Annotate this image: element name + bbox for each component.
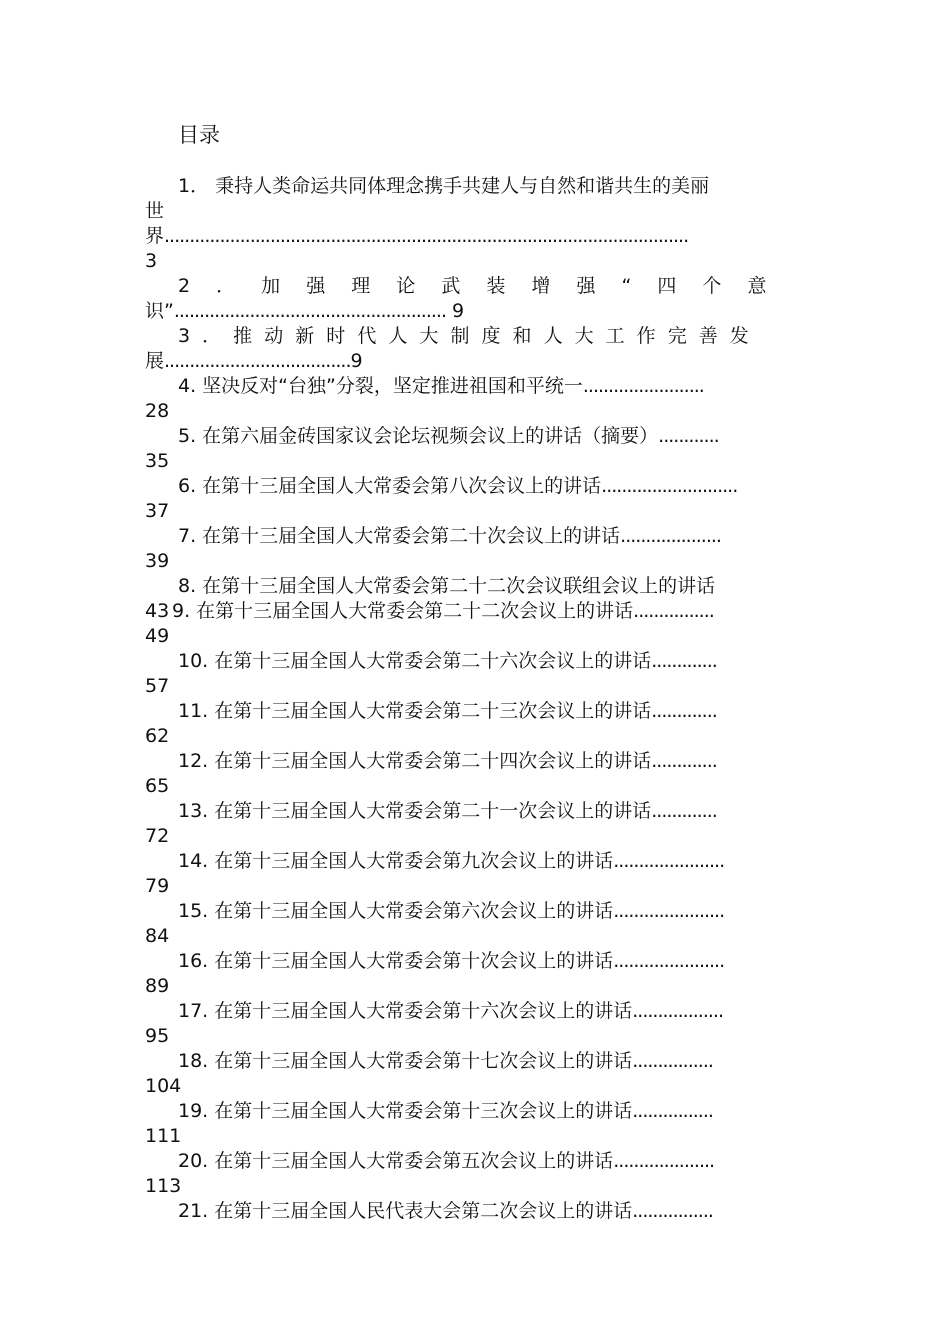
toc-entry-14-text: 14. 在第十三届全国人大常委会第九次会议上的讲话	[178, 850, 614, 872]
toc-page-number-11: 62	[145, 725, 170, 747]
toc-page-number-9: 49	[145, 625, 170, 647]
toc-entry-9-text: 9. 在第十三届全国人大常委会第二十二次会议上的讲话	[172, 600, 634, 622]
toc-page-number-8: 43	[145, 600, 170, 622]
toc-page-number-14: 79	[145, 875, 170, 897]
toc-page-number-10: 57	[145, 675, 170, 697]
toc-entry-21-text: 21. 在第十三届全国人民代表大会第二次会议上的讲话	[178, 1200, 633, 1222]
toc-leader-dots: ......................	[613, 900, 725, 922]
toc-entry-6-text: 6. 在第十三届全国人大常委会第八次会议上的讲话	[178, 475, 602, 497]
toc-page-number-3: 9	[350, 350, 363, 372]
toc-entry-1-line2[interactable]: 世	[145, 200, 165, 222]
toc-entry-12-text: 12. 在第十三届全国人大常委会第二十四次会议上的讲话	[178, 750, 652, 772]
toc-leader-dots: ....................	[613, 1150, 715, 1172]
toc-entry-21[interactable]	[178, 1199, 713, 1223]
toc-page-number-5: 35	[145, 450, 170, 472]
toc-leader-dots: ................	[632, 1050, 713, 1072]
toc-entry-4-text: 4. 坚决反对“台独”分裂，坚定推进祖国和平统一	[178, 375, 583, 397]
toc-entry-16[interactable]	[178, 949, 724, 973]
toc-entry-20[interactable]	[178, 1149, 714, 1173]
toc-leader-dots: ......................	[613, 950, 725, 972]
toc-entry-8[interactable]: 8. 在第十三届全国人大常委会第二十二次会议联组会议上的讲话	[178, 575, 716, 597]
toc-leader-dots: ...........................	[601, 475, 738, 497]
toc-leader-dots: ......................	[613, 850, 725, 872]
toc-entry-13-text: 13. 在第十三届全国人大常委会第二十一次会议上的讲话	[178, 800, 652, 822]
toc-page-number-13: 72	[145, 825, 170, 847]
toc-leader-dots: ..................	[632, 1000, 723, 1022]
toc-entry-2-line2[interactable]	[145, 299, 464, 323]
toc-page-number-16: 89	[145, 975, 170, 997]
toc-entry-18[interactable]	[178, 1049, 713, 1073]
toc-entry-6[interactable]	[178, 474, 737, 498]
toc-entry-3-text-end: 展	[145, 350, 165, 372]
toc-entry-17-text: 17. 在第十三届全国人大常委会第十六次会议上的讲话	[178, 1000, 633, 1022]
toc-leader-dots: ................	[632, 1100, 713, 1122]
toc-leader-dots: .............	[651, 700, 717, 722]
toc-entry-7[interactable]	[178, 524, 721, 548]
toc-page-number-15: 84	[145, 925, 170, 947]
toc-entry-2-text-end: 识”	[145, 300, 174, 322]
toc-page-number-20: 113	[145, 1175, 182, 1197]
toc-entry-1-line1[interactable]: 1． 秉持人类命运共同体理念携手共建人与自然和谐共生的美丽	[178, 175, 710, 197]
toc-entry-19[interactable]	[178, 1099, 713, 1123]
toc-page-number-7: 39	[145, 550, 170, 572]
toc-page-number-1: 3	[145, 250, 158, 272]
toc-entry-5-text: 5. 在第六届金砖国家议会论坛视频会议上的讲话（摘要）	[178, 425, 659, 447]
toc-entry-10[interactable]	[178, 649, 717, 673]
toc-page-number-6: 37	[145, 500, 170, 522]
toc-entry-16-text: 16. 在第十三届全国人大常委会第十次会议上的讲话	[178, 950, 614, 972]
toc-page-number-4: 28	[145, 400, 170, 422]
toc-leader-dots: ................	[633, 600, 714, 622]
toc-entry-2-line1[interactable]: 2 ． 加 强 理 论 武 装 增 强 “ 四 个 意	[178, 275, 777, 297]
toc-leader-dots: ....................	[620, 525, 721, 547]
toc-entry-10-text: 10. 在第十三届全国人大常委会第二十六次会议上的讲话	[178, 650, 652, 672]
toc-page-number-12: 65	[145, 775, 170, 797]
toc-page-number-17: 95	[145, 1025, 170, 1047]
toc-entry-1-line3[interactable]	[145, 224, 688, 248]
toc-entry-3-line2[interactable]	[145, 349, 363, 373]
toc-leader-dots: .............	[651, 800, 717, 822]
toc-entry-15[interactable]	[178, 899, 724, 923]
toc-leader-dots: .............	[651, 750, 717, 772]
toc-entry-1-text-end: 界	[145, 225, 165, 247]
toc-entry-19-text: 19. 在第十三届全国人大常委会第十三次会议上的讲话	[178, 1100, 633, 1122]
toc-page-number-2: 9	[452, 300, 465, 322]
toc-entry-12[interactable]	[178, 749, 717, 773]
toc-entry-15-text: 15. 在第十三届全国人大常委会第六次会议上的讲话	[178, 900, 614, 922]
toc-leader-dots: ........................................................................................................	[164, 225, 689, 247]
toc-entry-9[interactable]	[172, 599, 714, 623]
toc-leader-dots: ................	[632, 1200, 713, 1222]
toc-title: 目录	[178, 123, 220, 147]
toc-leader-dots: .............	[651, 650, 717, 672]
toc-entry-13[interactable]	[178, 799, 717, 823]
toc-entry-11[interactable]	[178, 699, 717, 723]
toc-entry-20-text: 20. 在第十三届全国人大常委会第五次会议上的讲话	[178, 1150, 614, 1172]
toc-entry-14[interactable]	[178, 849, 724, 873]
toc-entry-5[interactable]	[178, 424, 719, 448]
toc-leader-dots: ........................	[582, 375, 704, 397]
toc-entry-7-text: 7. 在第十三届全国人大常委会第二十次会议上的讲话	[178, 525, 621, 547]
toc-entry-17[interactable]	[178, 999, 723, 1023]
toc-leader-dots: ............	[658, 425, 719, 447]
toc-entry-18-text: 18. 在第十三届全国人大常委会第十七次会议上的讲话	[178, 1050, 633, 1072]
toc-leader-dots: ......................................................	[173, 300, 446, 322]
toc-entry-4[interactable]	[178, 374, 704, 398]
toc-page-number-19: 111	[145, 1125, 182, 1147]
toc-page-number-18: 104	[145, 1075, 182, 1097]
toc-entry-3-line1[interactable]: 3 ． 推 动 新 时 代 人 大 制 度 和 人 大 工 作 完 善 发	[178, 325, 752, 347]
toc-entry-11-text: 11. 在第十三届全国人大常委会第二十三次会议上的讲话	[178, 700, 652, 722]
toc-leader-dots: .....................................	[164, 350, 351, 372]
